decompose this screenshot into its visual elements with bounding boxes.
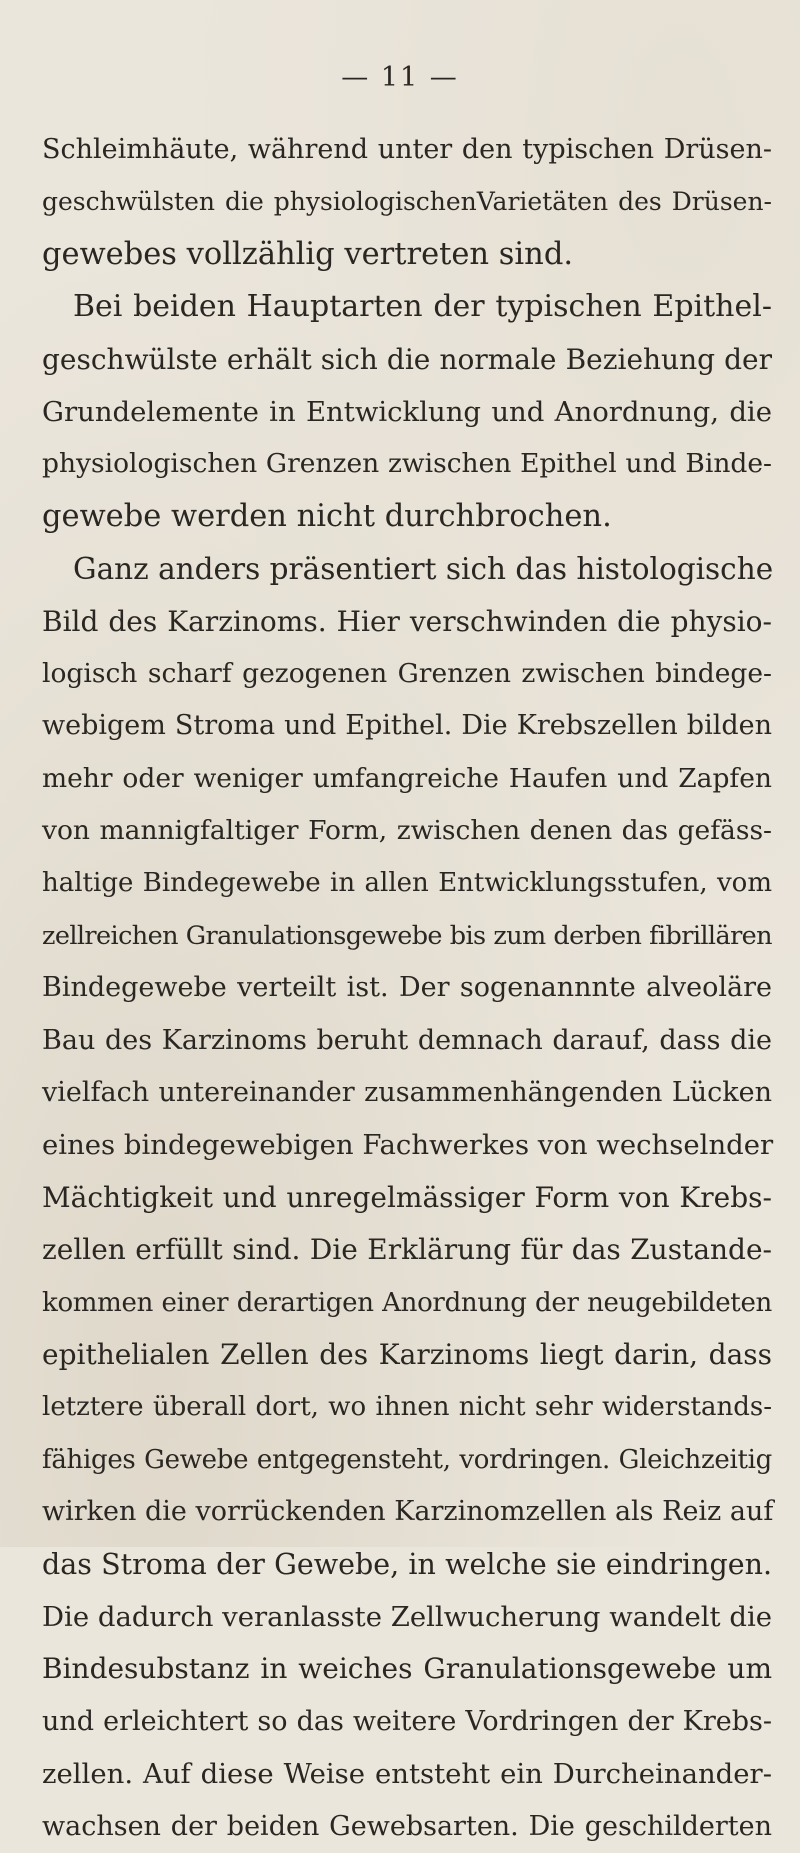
text-line: vielfach untereinander zusammenhängenden Lücken [42, 1077, 772, 1109]
text-line: wirken die vorrückenden Karzinomzellen als Reiz auf [42, 1496, 774, 1528]
text-line: geschwülsten die physiologischenVarietäten des Drüsen- [42, 187, 772, 217]
text-line: Bei beiden Hauptarten der typischen Epithel- [73, 289, 772, 325]
text-line: gewebe werden nicht durchbrochen. [42, 498, 612, 534]
text-line: Bindegewebe verteilt ist. Der sogenannnte alveoläre [42, 972, 772, 1004]
text-line: Grundelemente in Entwicklung und Anordnung, die [42, 395, 772, 428]
text-line: Ganz anders präsentiert sich das histologische [73, 552, 774, 587]
text-line: und erleichtert so das weitere Vordringen der Krebs- [42, 1705, 772, 1737]
text-line: Bindesubstanz in weiches Granulationsgewebe um [42, 1652, 772, 1686]
text-line: haltige Bindegewebe in allen Entwicklungsstufen, vom [42, 868, 772, 899]
text-line: Mächtigkeit und unregelmässiger Form von Krebs- [42, 1180, 772, 1214]
page-number: — 11 — [341, 62, 459, 93]
text-line: eines bindegewebigen Fachwerkes von wechselnder [42, 1129, 774, 1162]
text-line: physiologischen Grenzen zwischen Epithel und Binde- [42, 448, 772, 480]
text-line: webigem Stroma und Epithel. Die Krebszellen bilden [42, 710, 772, 742]
text-line: fähiges Gewebe entgegensteht, vordringen. Gleichzeitig [42, 1444, 772, 1475]
text-line: zellreichen Granulationsgewebe bis zum derben fibrillären [42, 920, 772, 951]
text-line: wachsen der beiden Gewebsarten. Die geschilderten [42, 1810, 772, 1842]
text-line: das Stroma der Gewebe, in welche sie eindringen. [42, 1547, 772, 1581]
text-line: gewebes vollzählig vertreten sind. [42, 236, 574, 272]
text-line: Bau des Karzinoms beruht demnach darauf, dass die [42, 1024, 772, 1056]
text-line: von mannigfaltiger Form, zwischen denen das gefäss- [42, 815, 772, 847]
text-line: mehr oder weniger umfangreiche Haufen und Zapfen [42, 762, 772, 794]
text-line: geschwülste erhält sich die normale Beziehung der [42, 342, 772, 376]
body-text [42, 124, 772, 1853]
text-line: Bild des Karzinoms. Hier verschwinden die physio- [42, 604, 772, 638]
text-line: Schleimhäute, während unter den typischen Drüsen- [42, 134, 772, 165]
text-line: kommen einer derartigen Anordnung der neugebildeten [42, 1287, 772, 1318]
text-line: logisch scharf gezogenen Grenzen zwischen bindege- [42, 657, 772, 689]
text-line: zellen. Auf diese Weise entsteht ein Durcheinander- [42, 1758, 772, 1791]
text-line: zellen erfüllt sind. Die Erklärung für das Zustande- [42, 1233, 772, 1267]
text-line: Die dadurch veranlasste Zellwucherung wandelt die [42, 1600, 773, 1633]
text-line: letztere überall dort, wo ihnen nicht sehr widerstands- [42, 1392, 772, 1423]
text-line: epithelialen Zellen des Karzinoms liegt darin, dass [42, 1337, 772, 1371]
